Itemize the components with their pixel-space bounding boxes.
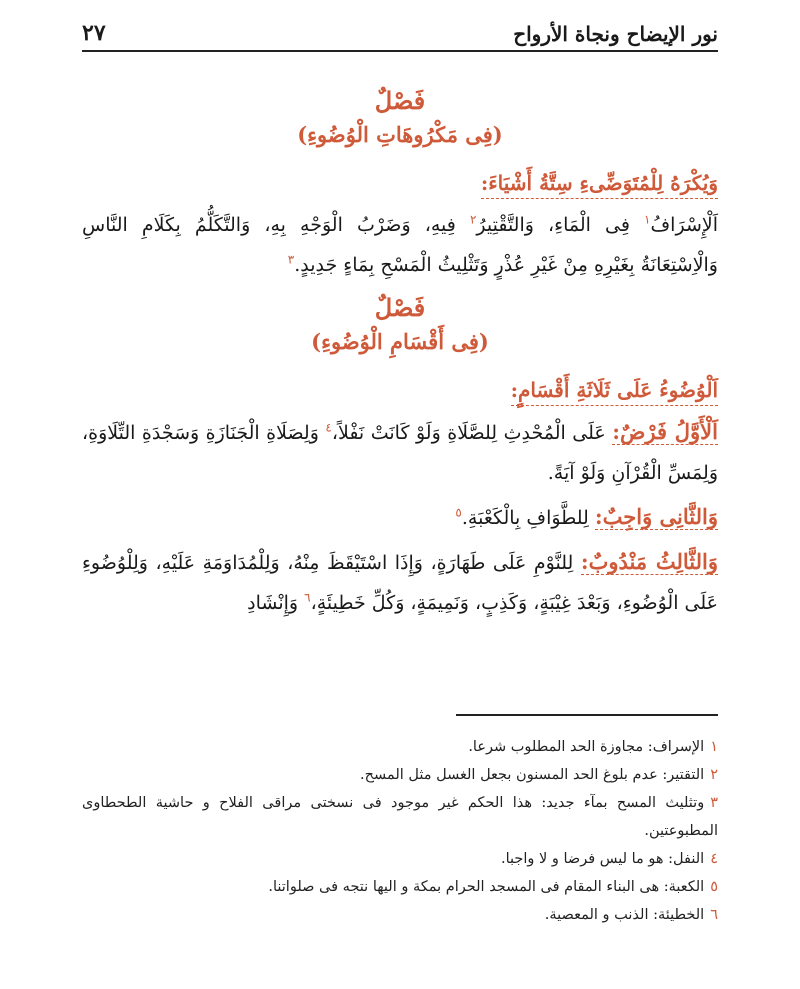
lead-text: اَلْوُضُوءُ عَلَى ثَلَاثَةِ أَقْسَامٍ: [511,375,718,406]
paragraph-text: فِى الْمَاءِ، وَالتَّقْتِيرُ [476,214,630,236]
footnote-number: ٢ [710,767,718,783]
paragraph-text: وَإِنْشَادِ [247,592,299,614]
page-number: ٢٧ [82,20,106,46]
footnote-ref[interactable]: ٢ [469,212,477,227]
section-subheading: (فِى أَقْسَامِ الْوُضُوءِ) [311,329,489,354]
footnote-text: التقتير: عدم بلوغ الحد المسنون بجعل الغسل مثل المسح. [360,767,705,783]
paragraph [82,205,718,285]
section-subheading: (فِى مَكْرُوهَاتِ الْوُضُوءِ) [297,122,503,147]
lead-text: وَيُكْرَهُ لِلْمُتَوَضِّىءِ سِتَّةُ أَشْيَاءَ: [481,168,718,199]
footnote [82,901,718,929]
footnote-text: الكعبة: هى البناء المقام فى المسجد الحرام بمكة و اليها نتجه فى صلواتنا. [268,879,705,895]
footnote-text: الإسراف: مجاوزة الحد المطلوب شرعا. [468,739,705,755]
footnote [82,733,718,761]
running-title: نور الإيضاح ونجاة الأرواح [513,22,718,46]
footnote-number: ١ [710,739,718,755]
footnote-number: ٤ [710,851,718,867]
footnote-ref[interactable]: ٤ [325,420,332,435]
footnote-ref[interactable]: ٣ [287,252,295,267]
paragraph-text: لِلنَّوْمِ عَلَى طَهَارَةٍ، وَإِذَا اسْتَيْقَظَ مِنْهُ، وَلِلْمُدَاوَمَةِ عَلَيْهِ، وَلِلْوُضُوءِ عَلَى الْوُضُوءِ، وَبَعْدَ غِيْبَةٍ، وَكَذِبٍ، وَنَمِيمَةٍ، وَكُلِّ خَطِيئَةٍ، [82,552,718,614]
footnote-number: ٣ [710,795,718,811]
paragraph-text: وَلِصَلَاةِ الْجَنَازَةِ وَسَجْدَةِ التِّلَاوَةِ، وَلِمَسِّ الْقُرْآنِ وَلَوْ آيَةً. [82,422,718,484]
section-heading: فَصْلٌ [374,86,426,115]
paragraph-text: اَلْإِسْرَافُ [650,214,718,236]
footnote-ref[interactable]: ٦ [304,590,311,605]
footnote-number: ٥ [710,879,718,895]
paragraph-text: لِلطَّوَافِ بِالْكَعْبَةِ. [461,507,589,529]
footnote-number: ٦ [710,907,718,923]
paragraph [82,497,718,538]
footnote [82,873,718,901]
footnote [82,845,718,873]
lead-line [82,168,718,205]
footnote-ref[interactable]: ١ [644,212,651,227]
page-header [82,14,718,52]
paragraph [82,412,718,493]
footnote [82,761,718,789]
section-heading: فَصْلٌ [374,293,426,322]
footnotes [82,733,718,929]
category-label: وَالثَّالِثُ مَنْدُوبٌ: [580,549,718,574]
footnote-ref[interactable]: ٥ [455,505,462,520]
footnote-text: وتثليث المسح بمآء جديد: هذا الحكم غير موجود فى نسختى مراقى الفلاح و حاشية الطحطاوى المطبوعتين. [82,795,718,839]
category-label: وَالثَّانِى وَاجِبٌ: [594,504,718,529]
footnote-text: النفل: هو ما ليس فرضا و لا واجبا. [500,851,705,867]
paragraph-text: عَلَى الْمُحْدِثِ لِلصَّلَاةِ وَلَوْ كَانَتْ نَفْلاً، [331,422,606,444]
category-label: اَلْأَوَّلُ فَرْضٌ: [612,419,718,444]
footnote-text: الخطيئة: الذنب و المعصية. [544,907,705,923]
footnote-divider [456,714,718,716]
paragraph-text: فِيهِ، وَضَرْبُ الْوَجْهِ بِهِ، وَالتَّكَلُّمُ بِكَلَامِ النَّاسِ وَالْاِسْتِعَانَةُ بِغَيْرِهِ مِنْ غَيْرِ عُذْرٍ وَتَثْلِيثُ الْمَسْحِ بِمَاءٍ جَدِيدٍ. [82,214,718,276]
footnote [82,789,718,845]
lead-line [82,375,718,412]
paragraph [82,542,718,623]
